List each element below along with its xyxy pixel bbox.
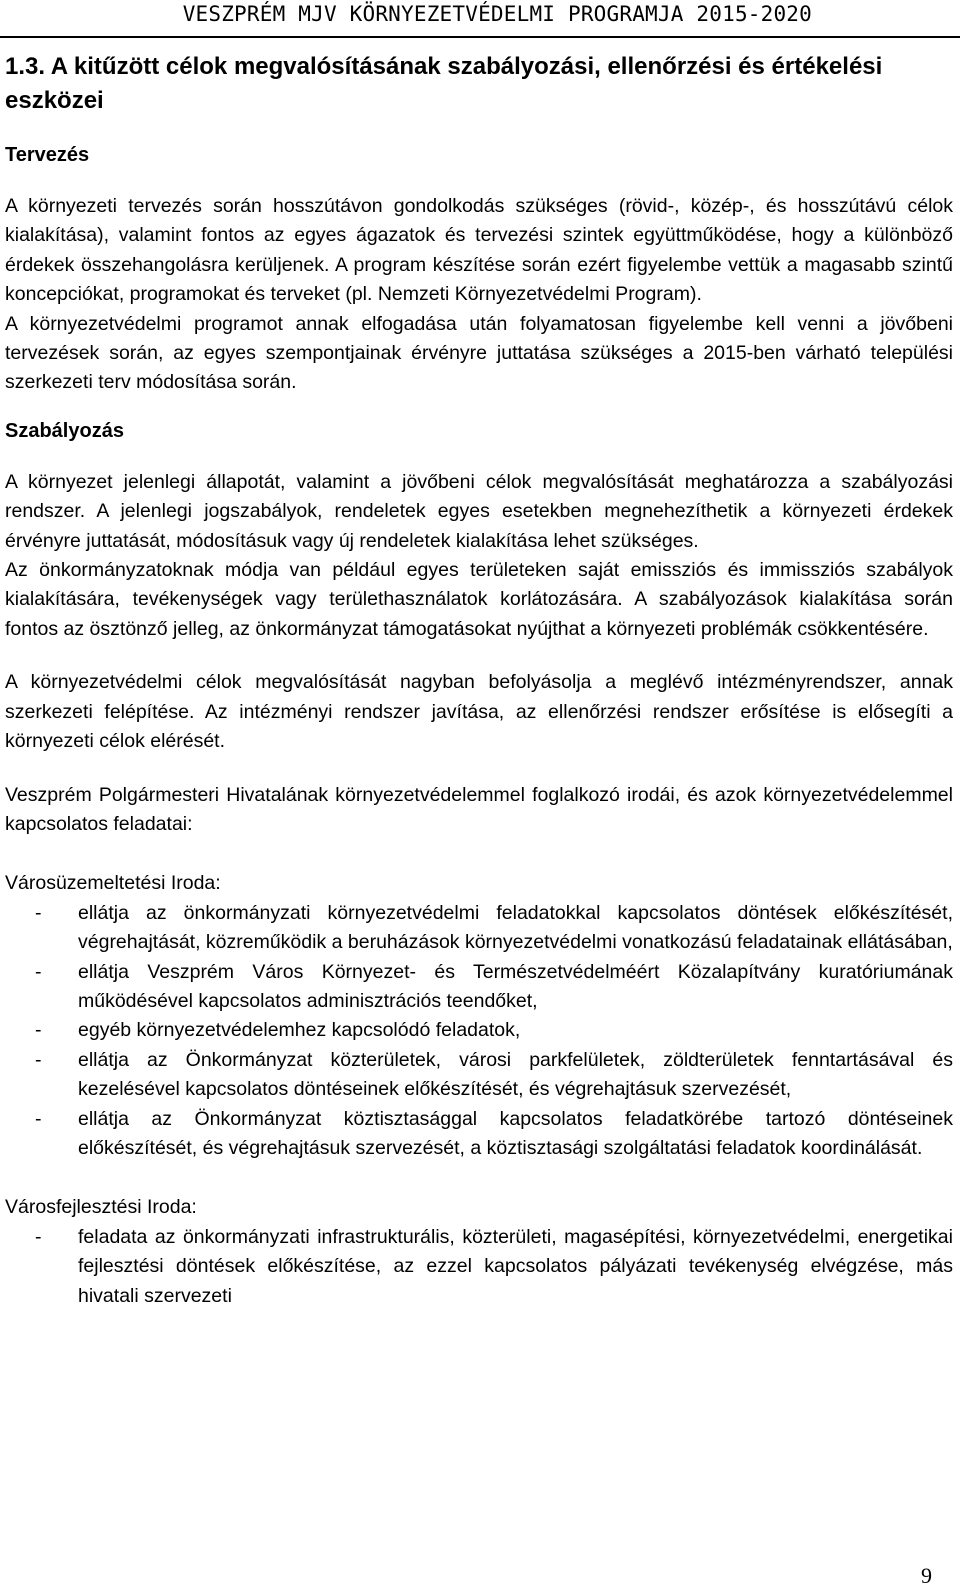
list-item: - feladata az önkormányzati infrastrukturális, közterületi, magasépítési, környezetvédelmi, energetikai fejlesztési döntések előkészítése, az ezzel kapcsolatos pályázati tevékenység elvégzése, más hivatali szervezeti	[5, 1223, 953, 1311]
list-item: - ellátja az önkormányzati környezetvédelmi feladatokkal kapcsolatos döntések előkészítését, végrehajtását, közreműködik a beruházások környezetvédelmi vonatkozású feladatainak ellátásában,	[5, 899, 953, 958]
list-varosfejlesztesi-tasks	[5, 1223, 953, 1311]
list-item: - ellátja az Önkormányzat közterületek, városi parkfelületek, zöldterületek fenntartásával és kezelésével kapcsolatos döntéseinek előkészítését, és végrehajtásuk szervezését,	[5, 1046, 953, 1105]
list-marker: -	[35, 901, 42, 924]
paragraph-szabalyozas-4: Veszprém Polgármesteri Hivatalának környezetvédelemmel foglalkozó irodái, és azok környezetvédelemmel kapcsolatos feladatai:	[5, 783, 953, 835]
heading-tervezes: Tervezés	[5, 144, 90, 166]
header-rule	[0, 36, 960, 38]
list-marker: -	[35, 1225, 42, 1248]
list-item: - ellátja az Önkormányzat köztisztasággal kapcsolatos feladatkörébe tartozó döntéseinek előkészítését, és végrehajtásuk szervezését, a köztisztasági szolgáltatási feladatok koordinálását.	[5, 1105, 953, 1164]
list-marker: -	[35, 1107, 42, 1130]
heading-szabalyozas: Szabályozás	[5, 419, 124, 442]
page-number: 9	[921, 1563, 932, 1588]
paragraph-szabalyozas-3: A környezetvédelmi célok megvalósítását nagyban befolyásolja a meglévő intézményrendszer, annak szerkezeti felépítése. Az intézményi rendszer javítása, az ellenőrzési rendszer erősítése is elősegíti a környezeti célok elérését.	[5, 671, 953, 753]
list-item: - egyéb környezetvédelemhez kapcsolódó feladatok,	[5, 1016, 953, 1045]
list-marker: -	[35, 1048, 42, 1071]
running-header: VESZPRÉM MJV KÖRNYEZETVÉDELMI PROGRAMJA 2015-2020	[182, 2, 812, 26]
list-marker: -	[35, 960, 42, 983]
paragraph-szabalyozas-1: A környezet jelenlegi állapotát, valamint a jövőbeni célok megvalósítását meghatározza a szabályozási rendszer. A jelenlegi jogszabályok, rendeletek egyes esetekben megnehezíthetik a környezeti érdekek érvényre juttatását, módosításuk vagy új rendeletek kialakítása lehet szükséges.	[5, 470, 953, 552]
list-varosuzemeltetesi-tasks	[5, 899, 953, 1164]
list-item: - ellátja Veszprém Város Környezet- és Természetvédelméért Közalapítvány kuratóriumának működésével kapcsolatos adminisztrációs teendőket,	[5, 958, 953, 1017]
page-content	[5, 50, 953, 1311]
label-varosuzemeltetesi-iroda: Városüzemeltetési Iroda:	[5, 872, 221, 895]
paragraph-tervezes-1: A környezeti tervezés során hosszútávon gondolkodás szükséges (rövid-, közép-, és hosszútávú célok kialakítása), valamint fontos az egyes ágazatok és tervezési szintek együttműködése, hogy a különböző érdekek összehangolásra kerüljenek. A program készítése során ezért figyelembe vettük a magasabb szintű koncepciókat, programokat és terveket (pl. Nemzeti Környezetvédelmi Program).	[5, 195, 953, 306]
paragraph-tervezes-2: A környezetvédelmi programot annak elfogadása után folyamatosan figyelembe kell venni a jövőbeni tervezések során, az egyes szempontjainak érvényre juttatása szükséges a 2015-ben várható települési szerkezeti terv módosítása során.	[5, 312, 953, 394]
paragraph-szabalyozas-2: Az önkormányzatoknak módja van például egyes területeken saját emissziós és immissziós szabályok kialakítására, tevékenységek vagy területhasználatok korlátozására. A szabályozások kialakítása során fontos az ösztönző jelleg, az önkormányzat támogatásokat nyújthat a környezeti problémák csökkentésére.	[5, 559, 953, 640]
list-marker: -	[35, 1019, 42, 1042]
label-varosfejlesztesi-iroda: Városfejlesztési Iroda:	[5, 1196, 197, 1219]
section-title: 1.3. A kitűzött célok megvalósításának szabályozási, ellenőrzési és értékelési eszközei	[5, 53, 883, 114]
